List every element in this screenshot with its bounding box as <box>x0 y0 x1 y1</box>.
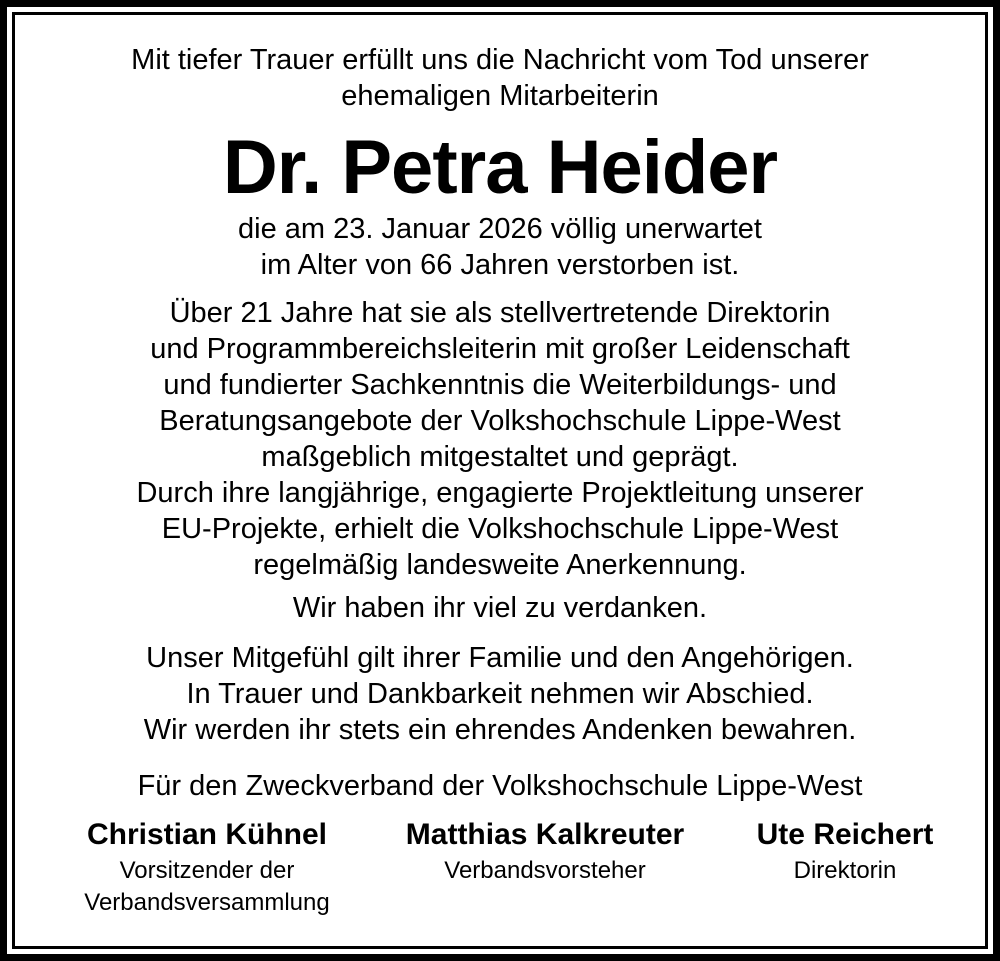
condolence-text <box>20 640 980 748</box>
signer-role: Verbandsversammlung <box>84 889 330 916</box>
signer-name: Matthias Kalkreuter <box>405 818 685 851</box>
intro-text <box>20 42 980 114</box>
signer-role: Direktorin <box>793 857 897 884</box>
intro-line: ehemaligen Mitarbeiterin <box>341 80 659 112</box>
career-line: Durch ihre langjährige, engagierte Projektleitung unserer <box>136 477 864 509</box>
signer-kalkreuter <box>360 815 730 887</box>
signer-kuehnel <box>52 815 362 919</box>
career-line: und fundierter Sachkenntnis die Weiterbildungs- und <box>163 369 837 401</box>
condolence-line: In Trauer und Dankbarkeit nehmen wir Abschied. <box>186 678 814 710</box>
signer-name: Ute Reichert <box>756 818 934 851</box>
death-line: die am 23. Januar 2026 völlig unerwartet <box>238 213 762 245</box>
career-line: EU-Projekte, erhielt die Volkshochschule Lippe-West <box>161 513 839 545</box>
signer-role: Verbandsvorsteher <box>444 857 646 884</box>
career-line: regelmäßig landesweite Anerkennung. <box>253 549 747 581</box>
career-line: Über 21 Jahre hat sie als stellvertretende Direktorin <box>169 297 831 329</box>
organization-text: Für den Zweckverband der Volkshochschule Lippe-West <box>137 770 863 802</box>
career-line: maßgeblich mitgestaltet und geprägt. <box>261 441 739 473</box>
signer-name: Christian Kühnel <box>86 818 327 851</box>
organization-line <box>20 768 980 804</box>
condolence-line: Wir werden ihr stets ein ehrendes Andenken bewahren. <box>143 714 857 746</box>
condolence-line: Unser Mitgefühl gilt ihrer Familie und den Angehörigen. <box>146 642 854 674</box>
career-line: Beratungsangebote der Volkshochschule Lippe-West <box>159 405 841 437</box>
deceased-name: Dr. Petra Heider <box>222 125 778 210</box>
career-line: und Programmbereichsleiterin mit großer Leidenschaft <box>150 333 850 365</box>
thanks-line: Wir haben ihr viel zu verdanken. <box>292 592 708 624</box>
career-text <box>20 295 980 583</box>
thanks-text <box>20 590 980 626</box>
death-line: im Alter von 66 Jahren verstorben ist. <box>260 249 740 281</box>
signer-role: Vorsitzender der <box>119 857 295 884</box>
intro-line: Mit tiefer Trauer erfüllt uns die Nachricht vom Tod unserer <box>131 44 869 76</box>
signer-reichert <box>720 815 970 887</box>
death-notice <box>20 211 980 283</box>
